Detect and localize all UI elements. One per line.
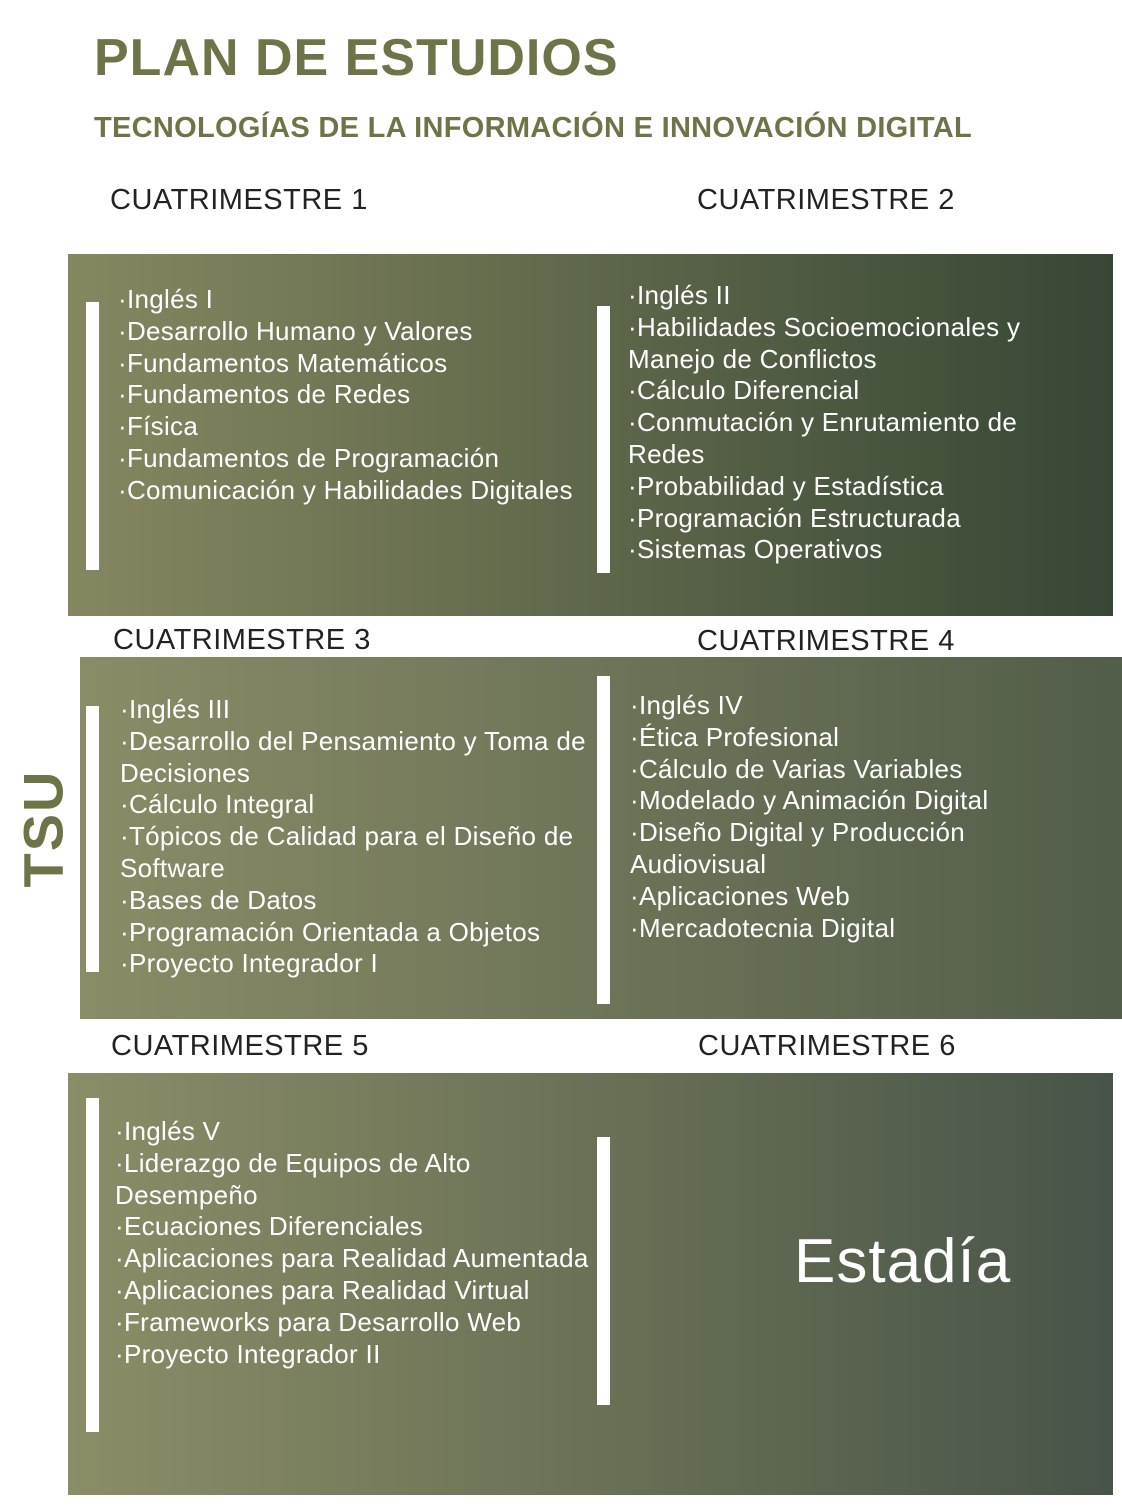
subject-item: · Inglés IV: [630, 690, 1100, 722]
quarter-5-divider: [86, 1098, 99, 1432]
quarter-2-label: CUATRIMESTRE 2: [697, 184, 955, 216]
quarter-5-label: CUATRIMESTRE 5: [111, 1030, 369, 1062]
quarter-3-subjects: [120, 694, 590, 980]
subject-item: · Desarrollo Humano y Valores: [118, 316, 588, 348]
subject-item: · Desarrollo del Pensamiento y Toma de Decisiones: [120, 726, 590, 790]
quarter-4-subjects: [630, 690, 1100, 944]
subject-item: · Habilidades Socioemocionales y Manejo de Conflictos: [628, 312, 1098, 376]
tsu-side-label: TSU: [11, 769, 75, 888]
estadia-label: Estadía: [794, 1227, 1012, 1296]
subject-item: · Inglés II: [628, 280, 1098, 312]
subject-item: · Inglés V: [115, 1116, 590, 1148]
subject-item: · Inglés I: [118, 284, 588, 316]
program-subtitle: TECNOLOGÍAS DE LA INFORMACIÓN E INNOVACIÓN DIGITAL: [94, 112, 973, 144]
subject-item: · Ecuaciones Diferenciales: [115, 1211, 590, 1243]
page-title: PLAN DE ESTUDIOS: [94, 29, 619, 87]
quarter-6-label: CUATRIMESTRE 6: [698, 1030, 956, 1062]
subject-item: · Inglés III: [120, 694, 590, 726]
subject-item: · Fundamentos de Programación: [118, 443, 588, 475]
subject-item: · Fundamentos de Redes: [118, 379, 588, 411]
quarter-3-label: CUATRIMESTRE 3: [113, 624, 371, 656]
subject-item: · Programación Orientada a Objetos: [120, 917, 590, 949]
subject-item: · Cálculo Diferencial: [628, 375, 1098, 407]
quarter-1-divider: [86, 302, 99, 570]
subject-item: · Ética Profesional: [630, 722, 1100, 754]
subject-item: · Diseño Digital y Producción Audiovisual: [630, 817, 1100, 881]
subject-item: · Modelado y Animación Digital: [630, 785, 1100, 817]
subject-item: · Aplicaciones para Realidad Aumentada: [115, 1243, 590, 1275]
quarter-6-divider: [597, 1137, 610, 1405]
subject-item: · Proyecto Integrador I: [120, 948, 590, 980]
subject-item: · Física: [118, 411, 588, 443]
subject-item: · Fundamentos Matemáticos: [118, 348, 588, 380]
subject-item: · Comunicación y Habilidades Digitales: [118, 475, 588, 507]
subject-item: · Frameworks para Desarrollo Web: [115, 1307, 590, 1339]
subject-item: · Aplicaciones para Realidad Virtual: [115, 1275, 590, 1307]
quarter-5-subjects: [115, 1116, 590, 1370]
subject-item: · Liderazgo de Equipos de Alto Desempeño: [115, 1148, 590, 1212]
quarter-4-label: CUATRIMESTRE 4: [697, 625, 955, 657]
subject-item: · Proyecto Integrador II: [115, 1339, 590, 1371]
subject-item: · Probabilidad y Estadística: [628, 471, 1098, 503]
subject-item: · Tópicos de Calidad para el Diseño de Software: [120, 821, 590, 885]
subject-item: · Bases de Datos: [120, 885, 590, 917]
quarter-4-divider: [597, 676, 610, 1004]
quarter-1-label: CUATRIMESTRE 1: [110, 184, 368, 216]
subject-item: · Programación Estructurada: [628, 503, 1098, 535]
subject-item: · Aplicaciones Web: [630, 881, 1100, 913]
subject-item: · Sistemas Operativos: [628, 534, 1098, 566]
quarter-2-divider: [597, 306, 610, 573]
quarter-2-subjects: [628, 280, 1098, 566]
quarter-1-subjects: [118, 284, 588, 507]
quarter-3-divider: [86, 706, 99, 972]
subject-item: · Cálculo de Varias Variables: [630, 754, 1100, 786]
subject-item: · Mercadotecnia Digital: [630, 913, 1100, 945]
subject-item: · Conmutación y Enrutamiento de Redes: [628, 407, 1098, 471]
subject-item: · Cálculo Integral: [120, 789, 590, 821]
